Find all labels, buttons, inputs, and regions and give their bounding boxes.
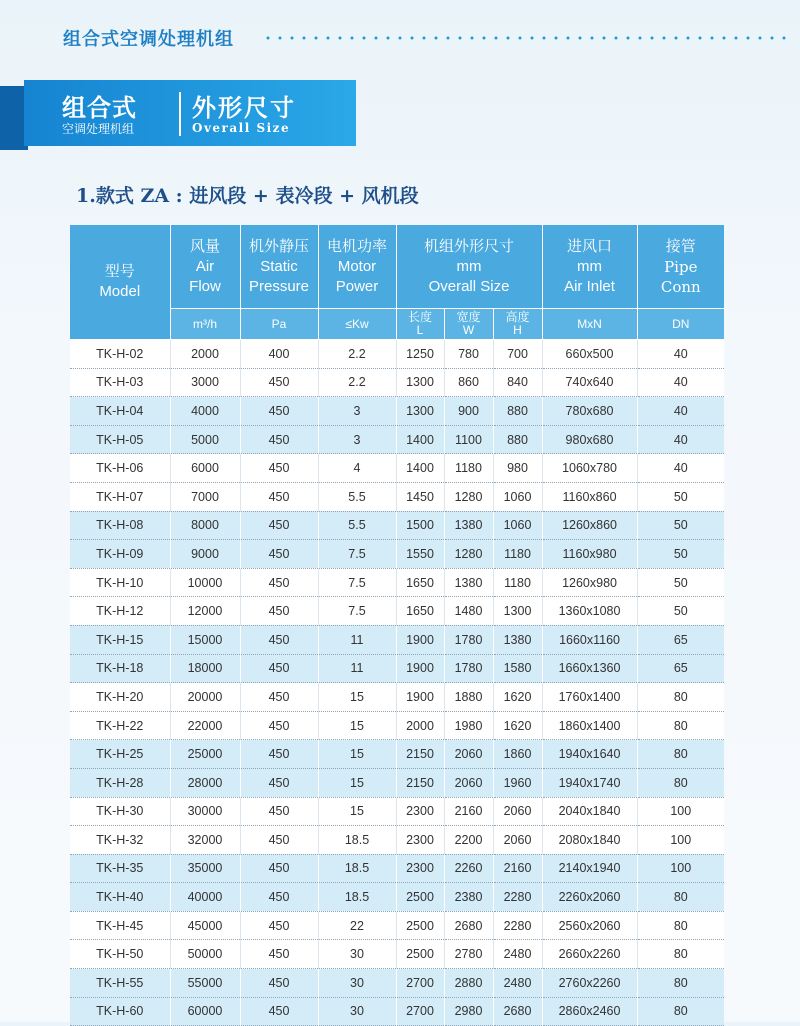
table-row [70,540,724,569]
cell-air-flow: 9000 [170,540,240,569]
cell-motor-power: 2.2 [318,340,396,369]
header-model-cn: 型号 [104,263,135,280]
cell-pipe-dn: 40 [637,397,724,426]
cell-air-inlet: 1360x1080 [542,597,637,626]
cell-air-flow: 28000 [170,768,240,797]
cell-width: 2060 [444,768,493,797]
cell-air-flow: 32000 [170,826,240,855]
cell-static-pressure: 450 [240,482,318,511]
table-row [70,740,724,769]
cell-width: 1980 [444,711,493,740]
header-mp-en1: Motor [337,257,377,275]
header-overall-size [396,225,542,309]
cell-width: 1380 [444,511,493,540]
cell-air-inlet: 2140x1940 [542,854,637,883]
cell-motor-power: 15 [318,711,396,740]
cell-width: 1380 [444,568,493,597]
header-sp-en2: Pressure [248,277,310,295]
cell-air-flow: 15000 [170,625,240,654]
cell-air-flow: 10000 [170,568,240,597]
cell-width: 2680 [444,911,493,940]
cell-air-flow: 25000 [170,740,240,769]
cell-pipe-dn: 50 [637,597,724,626]
cell-pipe-dn: 65 [637,654,724,683]
header-pipe-cn: 接管 [665,237,696,255]
cell-motor-power: 22 [318,911,396,940]
cell-air-flow: 4000 [170,397,240,426]
cell-width: 1780 [444,654,493,683]
cell-length: 1650 [396,568,444,597]
cell-length: 1400 [396,454,444,483]
unit-sp: Pa [240,309,318,340]
cell-static-pressure: 450 [240,568,318,597]
cell-height: 2480 [493,969,542,998]
unit-pipe: DN [637,309,724,340]
unit-length-en: L [416,323,424,337]
cell-air-flow: 40000 [170,883,240,912]
cell-motor-power: 15 [318,797,396,826]
cell-pipe-dn: 80 [637,883,724,912]
cell-motor-power: 15 [318,740,396,769]
cell-air-inlet: 1760x1400 [542,683,637,712]
cell-static-pressure: 450 [240,797,318,826]
unit-width-cn: 宽度 [456,310,481,324]
table-row [70,511,724,540]
cell-model: TK-H-40 [70,883,170,912]
cell-static-pressure: 450 [240,425,318,454]
cell-model: TK-H-09 [70,540,170,569]
header-pipe-en2: Conn [660,277,701,296]
cell-motor-power: 18.5 [318,883,396,912]
table-row [70,854,724,883]
table-row [70,454,724,483]
cell-air-inlet: 1060x780 [542,454,637,483]
cell-pipe-dn: 80 [637,969,724,998]
cell-height: 1060 [493,482,542,511]
header-model [70,225,170,340]
cell-length: 1450 [396,482,444,511]
cell-motor-power: 30 [318,997,396,1026]
cell-width: 1780 [444,625,493,654]
header-dotted-line [262,36,792,40]
cell-height: 1620 [493,711,542,740]
cell-model: TK-H-12 [70,597,170,626]
cell-height: 980 [493,454,542,483]
cell-air-inlet: 1260x980 [542,568,637,597]
cell-motor-power: 11 [318,625,396,654]
header-mp-cn: 电机功率 [326,237,387,255]
table-row [70,969,724,998]
cell-model: TK-H-05 [70,425,170,454]
cell-width: 1100 [444,425,493,454]
cell-air-inlet: 2660x2260 [542,940,637,969]
cell-motor-power: 7.5 [318,540,396,569]
cell-length: 2500 [396,911,444,940]
cell-motor-power: 7.5 [318,568,396,597]
cell-air-flow: 22000 [170,711,240,740]
cell-height: 1860 [493,740,542,769]
cell-motor-power: 15 [318,683,396,712]
cell-model: TK-H-55 [70,969,170,998]
cell-static-pressure: 450 [240,911,318,940]
unit-mp: ≤Kw [318,309,396,340]
cell-width: 2780 [444,940,493,969]
cell-static-pressure: 450 [240,368,318,397]
cell-length: 2300 [396,826,444,855]
cell-pipe-dn: 80 [637,740,724,769]
header-size-en2: Overall Size [428,277,510,295]
cell-model: TK-H-03 [70,368,170,397]
cell-air-inlet: 1660x1360 [542,654,637,683]
cell-air-inlet: 2860x2460 [542,997,637,1026]
cell-pipe-dn: 40 [637,368,724,397]
cell-pipe-dn: 100 [637,826,724,855]
cell-model: TK-H-35 [70,854,170,883]
cell-length: 1900 [396,625,444,654]
table-header-row [70,225,724,309]
cell-static-pressure: 450 [240,397,318,426]
cell-width: 2200 [444,826,493,855]
cell-model: TK-H-20 [70,683,170,712]
cell-static-pressure: 450 [240,540,318,569]
cell-air-flow: 50000 [170,940,240,969]
cell-height: 1300 [493,597,542,626]
table-row [70,797,724,826]
cell-pipe-dn: 80 [637,683,724,712]
cell-height: 1580 [493,654,542,683]
cell-width: 2380 [444,883,493,912]
table-row [70,826,724,855]
table-row [70,482,724,511]
cell-static-pressure: 400 [240,340,318,369]
cell-height: 840 [493,368,542,397]
unit-height-cn: 高度 [505,310,530,324]
cell-air-inlet: 660x500 [542,340,637,369]
cell-air-inlet: 2040x1840 [542,797,637,826]
cell-length: 1300 [396,368,444,397]
cell-length: 2500 [396,940,444,969]
header-pipe-en1: Pipe [664,257,698,276]
cell-height: 1380 [493,625,542,654]
cell-length: 1400 [396,425,444,454]
cell-air-inlet: 980x680 [542,425,637,454]
cell-model: TK-H-25 [70,740,170,769]
header-air-flow [170,225,240,309]
cell-motor-power: 18.5 [318,854,396,883]
table-row [70,425,724,454]
cell-length: 2150 [396,768,444,797]
cell-motor-power: 11 [318,654,396,683]
cell-air-inlet: 1260x860 [542,511,637,540]
cell-pipe-dn: 80 [637,768,724,797]
cell-motor-power: 7.5 [318,597,396,626]
cell-height: 2480 [493,940,542,969]
cell-motor-power: 3 [318,397,396,426]
cell-model: TK-H-30 [70,797,170,826]
cell-air-inlet: 2080x1840 [542,826,637,855]
cell-model: TK-H-18 [70,654,170,683]
cell-motor-power: 18.5 [318,826,396,855]
cell-motor-power: 30 [318,940,396,969]
cell-width: 1180 [444,454,493,483]
table-row [70,911,724,940]
cell-length: 1300 [396,397,444,426]
cell-model: TK-H-32 [70,826,170,855]
unit-height-en: H [513,323,522,337]
cell-model: TK-H-10 [70,568,170,597]
cell-length: 2150 [396,740,444,769]
cell-width: 1280 [444,540,493,569]
cell-model: TK-H-28 [70,768,170,797]
cell-static-pressure: 450 [240,740,318,769]
table-row [70,340,724,369]
cell-length: 2300 [396,854,444,883]
cell-static-pressure: 450 [240,940,318,969]
header-air-cn: 风量 [189,237,220,255]
cell-pipe-dn: 50 [637,568,724,597]
cell-model: TK-H-15 [70,625,170,654]
cell-length: 2300 [396,797,444,826]
unit-air: m³/h [170,309,240,340]
unit-length-cn: 长度 [407,310,432,324]
cell-model: TK-H-50 [70,940,170,969]
header-inlet-en1: mm [577,257,603,275]
cell-air-inlet: 1160x860 [542,482,637,511]
table-row [70,654,724,683]
cell-air-flow: 3000 [170,368,240,397]
table-row [70,597,724,626]
header-size-cn: 机组外形尺寸 [424,237,515,255]
cell-height: 1180 [493,568,542,597]
table-row [70,625,724,654]
cell-motor-power: 4 [318,454,396,483]
table-body [70,340,724,1026]
cell-static-pressure: 450 [240,654,318,683]
table-row [70,997,724,1026]
cell-pipe-dn: 100 [637,854,724,883]
cell-air-inlet: 2760x2260 [542,969,637,998]
banner-separator [179,92,181,136]
cell-static-pressure: 450 [240,969,318,998]
cell-air-flow: 20000 [170,683,240,712]
table-row [70,683,724,712]
cell-width: 2980 [444,997,493,1026]
cell-pipe-dn: 50 [637,540,724,569]
cell-width: 1480 [444,597,493,626]
cell-pipe-dn: 80 [637,711,724,740]
cell-motor-power: 5.5 [318,511,396,540]
cell-air-inlet: 1860x1400 [542,711,637,740]
cell-motor-power: 5.5 [318,482,396,511]
cell-pipe-dn: 80 [637,940,724,969]
cell-height: 2160 [493,854,542,883]
cell-length: 1900 [396,683,444,712]
cell-air-flow: 6000 [170,454,240,483]
cell-air-flow: 35000 [170,854,240,883]
cell-width: 780 [444,340,493,369]
cell-height: 2680 [493,997,542,1026]
header-pipe-conn [637,225,724,309]
table-row [70,711,724,740]
cell-air-inlet: 1940x1640 [542,740,637,769]
cell-air-inlet: 2260x2060 [542,883,637,912]
cell-air-flow: 60000 [170,997,240,1026]
cell-air-flow: 8000 [170,511,240,540]
cell-length: 2700 [396,969,444,998]
cell-motor-power: 30 [318,969,396,998]
cell-height: 2280 [493,911,542,940]
cell-length: 2000 [396,711,444,740]
cell-height: 1620 [493,683,542,712]
cell-width: 2160 [444,797,493,826]
unit-width-en: W [462,323,475,337]
cell-length: 1900 [396,654,444,683]
cell-air-flow: 5000 [170,425,240,454]
cell-air-inlet: 2560x2060 [542,911,637,940]
cell-model: TK-H-60 [70,997,170,1026]
cell-height: 1060 [493,511,542,540]
spec-table [70,225,724,1026]
header-air-inlet [542,225,637,309]
cell-model: TK-H-45 [70,911,170,940]
cell-air-flow: 7000 [170,482,240,511]
banner-cn-sub: 空调处理机组 [62,122,135,136]
cell-height: 700 [493,340,542,369]
cell-model: TK-H-06 [70,454,170,483]
header-static-pressure [240,225,318,309]
cell-height: 880 [493,397,542,426]
cell-air-inlet: 1660x1160 [542,625,637,654]
cell-static-pressure: 450 [240,597,318,626]
cell-model: TK-H-22 [70,711,170,740]
cell-motor-power: 3 [318,425,396,454]
cell-model: TK-H-08 [70,511,170,540]
header-sp-en1: Static [260,257,298,275]
cell-pipe-dn: 100 [637,797,724,826]
header-mp-en2: Power [335,277,379,295]
cell-air-inlet: 1940x1740 [542,768,637,797]
header-model-en: Model [99,283,141,300]
cell-width: 1880 [444,683,493,712]
cell-air-flow: 2000 [170,340,240,369]
section-banner [0,80,356,150]
cell-pipe-dn: 40 [637,425,724,454]
cell-static-pressure: 450 [240,826,318,855]
cell-length: 2700 [396,997,444,1026]
cell-air-flow: 30000 [170,797,240,826]
header-inlet-cn: 进风口 [567,237,613,255]
banner-cn-main: 组合式 [62,93,137,122]
cell-pipe-dn: 50 [637,511,724,540]
cell-height: 2060 [493,826,542,855]
banner-title-cn: 外形尺寸 [192,93,296,122]
cell-static-pressure: 450 [240,768,318,797]
cell-length: 2500 [396,883,444,912]
table-row [70,368,724,397]
cell-pipe-dn: 40 [637,454,724,483]
cell-pipe-dn: 80 [637,911,724,940]
cell-static-pressure: 450 [240,511,318,540]
cell-motor-power: 2.2 [318,368,396,397]
cell-motor-power: 15 [318,768,396,797]
header-inlet-en2: Air Inlet [564,277,615,295]
table-row [70,568,724,597]
cell-height: 1960 [493,768,542,797]
cell-width: 2880 [444,969,493,998]
cell-length: 1250 [396,340,444,369]
unit-height [493,309,542,340]
cell-pipe-dn: 40 [637,340,724,369]
cell-static-pressure: 450 [240,683,318,712]
cell-length: 1650 [396,597,444,626]
cell-air-flow: 12000 [170,597,240,626]
unit-length [396,309,444,340]
cell-static-pressure: 450 [240,883,318,912]
cell-air-flow: 55000 [170,969,240,998]
cell-static-pressure: 450 [240,454,318,483]
cell-model: TK-H-04 [70,397,170,426]
cell-static-pressure: 450 [240,854,318,883]
table-row [70,883,724,912]
cell-model: TK-H-02 [70,340,170,369]
cell-pipe-dn: 80 [637,997,724,1026]
table-row [70,940,724,969]
unit-width [444,309,493,340]
cell-length: 1550 [396,540,444,569]
cell-length: 1500 [396,511,444,540]
cell-height: 2280 [493,883,542,912]
table-row [70,768,724,797]
header-air-en1: Air [195,257,215,275]
cell-height: 1180 [493,540,542,569]
cell-width: 2060 [444,740,493,769]
cell-width: 2260 [444,854,493,883]
header-sp-cn: 机外静压 [248,237,309,255]
cell-static-pressure: 450 [240,625,318,654]
cell-air-flow: 18000 [170,654,240,683]
header-air-en2: Flow [189,277,221,295]
cell-model: TK-H-07 [70,482,170,511]
cell-air-inlet: 740x640 [542,368,637,397]
cell-static-pressure: 450 [240,997,318,1026]
cell-width: 900 [444,397,493,426]
cell-static-pressure: 450 [240,711,318,740]
header-motor-power [318,225,396,309]
banner-title-en: Overall Size [192,121,291,135]
section-title: 1.款式 ZA : 进风段 + 表冷段 + 风机段 [76,185,419,207]
cell-height: 880 [493,425,542,454]
cell-air-flow: 45000 [170,911,240,940]
cell-height: 2060 [493,797,542,826]
unit-inlet: MxN [542,309,637,340]
table-row [70,397,724,426]
cell-air-inlet: 1160x980 [542,540,637,569]
header-size-en1: mm [456,257,482,275]
cell-width: 860 [444,368,493,397]
cell-air-inlet: 780x680 [542,397,637,426]
cell-pipe-dn: 50 [637,482,724,511]
cell-pipe-dn: 65 [637,625,724,654]
page-header-title: 组合式空调处理机组 [63,29,234,50]
cell-width: 1280 [444,482,493,511]
